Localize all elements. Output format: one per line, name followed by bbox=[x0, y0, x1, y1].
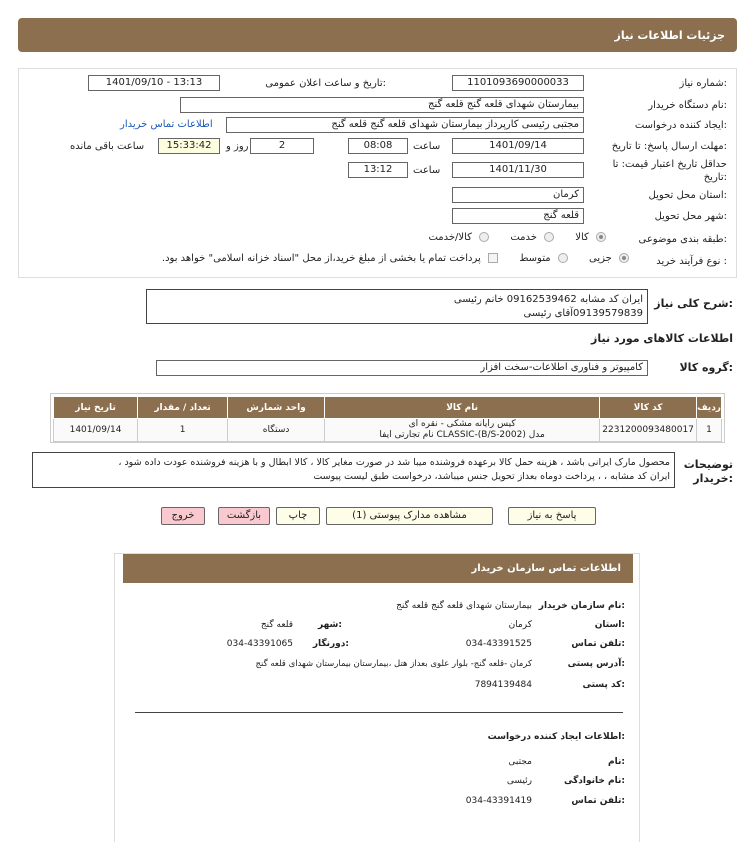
validity-time-field: 13:12 bbox=[348, 162, 408, 178]
process-options bbox=[158, 253, 629, 264]
process-minor-radio[interactable] bbox=[619, 253, 629, 263]
validity-label: حداقل تاریخ اعتبار قیمت: تا تاریخ: bbox=[612, 159, 727, 183]
card-divider bbox=[135, 712, 623, 713]
goods-table-frame bbox=[50, 393, 725, 443]
summary-line-2: 09139579839آقای رئیسی bbox=[523, 308, 643, 319]
org-value: بیمارستان شهدای قلعه گنج قلعه گنج bbox=[396, 601, 532, 611]
col-unit: واحد شمارش bbox=[228, 397, 325, 419]
process-medium-radio[interactable] bbox=[558, 253, 568, 263]
cell-name-line-2: مدل CLASSIC-(B/S-2002) نام تجارتی ایفا bbox=[379, 430, 545, 440]
buyer-label: نام دستگاه خریدار: bbox=[648, 100, 727, 111]
category-goods-radio[interactable] bbox=[596, 232, 606, 242]
deadline-label: مهلت ارسال پاسخ: تا تاریخ: bbox=[611, 141, 727, 152]
buyer-contact-card bbox=[114, 553, 640, 842]
goods-table bbox=[53, 396, 722, 442]
category-both-radio[interactable] bbox=[479, 232, 489, 242]
process-minor-label: جزیی bbox=[588, 253, 612, 264]
need-number-field: 1101093690000033 bbox=[452, 75, 584, 91]
creator-name-value: مجتبی bbox=[508, 757, 532, 767]
creator-phone-value: 034-43391419 bbox=[465, 796, 532, 806]
notes-line-1: محصول مارک ایرانی باشد ، هزینه حمل کالا برعهده فروشنده میبا شد در صورت مغایر کالا ، کالا ابطال و با هزینه فروشنده عودت داده شود ، bbox=[118, 457, 670, 468]
page-title: جزئیات اطلاعات نیاز bbox=[614, 29, 725, 42]
postal-label: کد پستی: bbox=[582, 680, 625, 690]
notes-label: توضیحات خریدار: bbox=[683, 458, 733, 485]
col-name: نام کالا bbox=[325, 397, 600, 419]
buyer-field: بیمارستان شهدای قلعه گنج قلعه گنج bbox=[180, 97, 584, 113]
cell-row: 1 bbox=[697, 419, 722, 442]
city-label: شهر محل تحویل: bbox=[654, 211, 727, 222]
back-button[interactable]: بازگشت bbox=[218, 507, 270, 525]
category-options bbox=[424, 232, 606, 243]
fax-label: دورنگار: bbox=[312, 639, 349, 649]
goods-group-field: کامپیوتر و فناوری اطلاعات-سخت افزار bbox=[156, 360, 648, 376]
validity-date-field: 1401/11/30 bbox=[452, 162, 584, 178]
time-label: ساعت bbox=[413, 141, 441, 152]
goods-group-label: گروه کالا: bbox=[679, 361, 733, 374]
address-value: کرمان -قلعه گنج- بلوار علوی بعداز هتل ،بیمارستان بیمارستان شهدای قلعه گنج bbox=[255, 659, 532, 669]
phone-value: 034-43391525 bbox=[465, 639, 532, 649]
city-field: قلعه گنج bbox=[452, 208, 584, 224]
process-label: نوع فرآیند خرید : bbox=[656, 256, 727, 267]
address-label: آدرس پستی: bbox=[567, 659, 625, 669]
category-goods-label: کالا bbox=[575, 232, 589, 243]
remaining-time-field: 15:33:42 bbox=[158, 138, 220, 154]
table-row[interactable] bbox=[54, 419, 722, 442]
contact-buyer-link[interactable]: اطلاعات تماس خریدار bbox=[120, 119, 213, 130]
cell-name-line-1: کیس رایانه مشکی - نقره ای bbox=[408, 419, 516, 429]
contact-province-label: استان: bbox=[594, 620, 625, 630]
postal-value: 7894139484 bbox=[474, 680, 532, 690]
announce-field: 1401/09/10 - 13:13 bbox=[88, 75, 220, 91]
cell-qty: 1 bbox=[138, 419, 228, 442]
category-service-label: خدمت bbox=[510, 232, 537, 243]
remaining-label: ساعت باقی مانده bbox=[70, 141, 145, 152]
province-field: کرمان bbox=[452, 187, 584, 203]
summary-line-1: ایران کد مشابه 09162539462 خانم رئیسی bbox=[453, 294, 643, 305]
process-medium-label: متوسط bbox=[519, 253, 551, 264]
deadline-date-field: 1401/09/14 bbox=[452, 138, 584, 154]
category-service-radio[interactable] bbox=[544, 232, 554, 242]
contact-city-value: قلعه گنج bbox=[260, 620, 293, 630]
treasury-payment-checkbox[interactable] bbox=[488, 253, 498, 263]
cell-code: 2231200093480017 bbox=[600, 419, 697, 442]
print-button[interactable]: چاپ bbox=[276, 507, 320, 525]
notes-box bbox=[32, 452, 675, 488]
phone-label: تلفن تماس: bbox=[571, 639, 625, 649]
province-label: استان محل تحویل: bbox=[648, 190, 727, 201]
need-number-label: شماره نیاز: bbox=[679, 78, 727, 89]
attachments-button[interactable]: مشاهده مدارک پیوستی (1) bbox=[326, 507, 493, 525]
contact-card-title: اطلاعات تماس سازمان خریدار bbox=[123, 554, 633, 583]
requester-field: مجتبی رئیسی کارپرداز بیمارستان شهدای قلعه گنج قلعه گنج bbox=[226, 117, 584, 133]
cell-name bbox=[325, 419, 600, 442]
announce-label: تاریخ و ساعت اعلان عمومی: bbox=[265, 78, 386, 89]
contact-province-value: کرمان bbox=[508, 620, 532, 630]
goods-info-title: اطلاعات کالاهای مورد نیاز bbox=[591, 332, 733, 345]
fax-value: 034-43391065 bbox=[226, 639, 293, 649]
page-header bbox=[18, 18, 737, 52]
cell-unit: دستگاه bbox=[228, 419, 325, 442]
creator-family-label: نام خانوادگی: bbox=[563, 776, 625, 786]
validity-time-label: ساعت bbox=[413, 165, 441, 176]
creator-name-label: نام: bbox=[608, 757, 625, 767]
creator-title: اطلاعات ایجاد کننده درخواست: bbox=[487, 732, 625, 742]
reply-button[interactable]: پاسخ به نیاز bbox=[508, 507, 596, 525]
org-label: نام سازمان خریدار: bbox=[538, 601, 625, 611]
days-label: روز و bbox=[226, 141, 249, 152]
summary-box bbox=[146, 289, 648, 324]
exit-button[interactable]: خروج bbox=[161, 507, 205, 525]
creator-phone-label: تلفن تماس: bbox=[571, 796, 625, 806]
col-qty: تعداد / مقدار bbox=[138, 397, 228, 419]
col-code: کد کالا bbox=[600, 397, 697, 419]
summary-label: شرح کلی نیاز: bbox=[654, 297, 733, 310]
days-field: 2 bbox=[250, 138, 314, 154]
category-both-label: کالا/خدمت bbox=[428, 232, 472, 243]
creator-family-value: رئیسی bbox=[506, 776, 532, 786]
col-date: تاریخ نیاز bbox=[54, 397, 138, 419]
cell-date: 1401/09/14 bbox=[54, 419, 138, 442]
contact-city-label: شهر: bbox=[318, 620, 342, 630]
col-row: ردیف bbox=[697, 397, 722, 419]
table-header-row bbox=[54, 397, 722, 419]
requester-label: ایجاد کننده درخواست: bbox=[634, 120, 727, 131]
notes-line-2: ایران کد مشابه ، ، پرداخت دوماه بعداز تحویل جنس میباشد، درخواست طبق لیست پیوست bbox=[313, 471, 670, 482]
treasury-payment-text: پرداخت تمام یا بخشی از مبلغ خرید،از محل "اسناد خزانه اسلامی" خواهد بود. bbox=[161, 253, 481, 264]
category-label: طبقه بندی موضوعی: bbox=[638, 234, 727, 245]
deadline-time-field: 08:08 bbox=[348, 138, 408, 154]
